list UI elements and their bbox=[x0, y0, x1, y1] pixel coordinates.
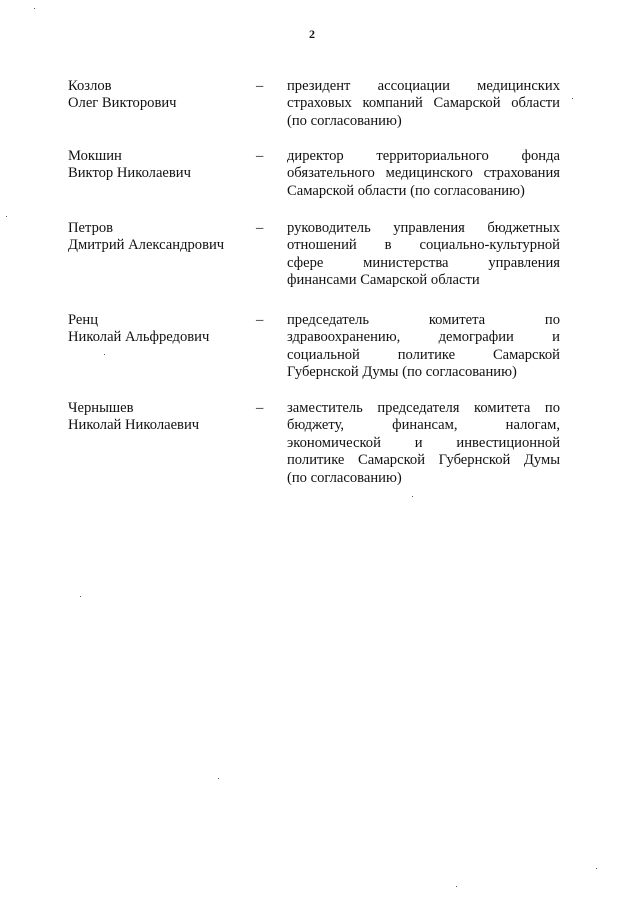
role-line: обязательного медицинского страхования bbox=[287, 165, 560, 182]
scan-speck bbox=[456, 886, 457, 887]
role-line: здравоохранению, демографии и bbox=[287, 329, 560, 346]
member-role bbox=[287, 220, 560, 290]
member-name bbox=[68, 78, 248, 113]
role-line: финансами Самарской области bbox=[287, 272, 480, 289]
page-number: 2 bbox=[309, 27, 315, 41]
member-role bbox=[287, 78, 560, 130]
role-line: заместитель председателя комитета по bbox=[287, 400, 560, 416]
member-given-names: Виктор Николаевич bbox=[68, 165, 191, 182]
member-role bbox=[287, 312, 560, 382]
role-line: Самарской области (по согласованию) bbox=[287, 182, 525, 199]
dash-separator: – bbox=[256, 312, 264, 328]
role-line: бюджету, финансам, налогам, bbox=[287, 417, 560, 434]
role-line: политике Самарской Губернской Думы bbox=[287, 452, 560, 469]
dash-separator: – bbox=[256, 148, 264, 164]
member-surname: Чернышев bbox=[68, 400, 134, 416]
role-line: социальной политике Самарской bbox=[287, 346, 560, 363]
scan-speck bbox=[80, 596, 81, 597]
scan-speck bbox=[572, 98, 573, 99]
role-line: Губернской Думы (по согласованию) bbox=[287, 364, 517, 381]
member-given-names: Николай Николаевич bbox=[68, 417, 200, 434]
member-surname: Петров bbox=[68, 220, 114, 236]
member-surname: Козлов bbox=[68, 78, 112, 94]
dash-separator: – bbox=[256, 78, 264, 94]
member-given-names: Олег Викторович bbox=[68, 95, 177, 112]
role-line: отношений в социально-культурной bbox=[287, 237, 560, 254]
role-line: председатель комитета по bbox=[287, 312, 560, 328]
scan-speck bbox=[104, 354, 105, 355]
member-role bbox=[287, 148, 560, 200]
member-name bbox=[68, 148, 248, 183]
role-line: директор территориального фонда bbox=[287, 148, 560, 164]
member-given-names: Николай Альфредович bbox=[68, 329, 210, 346]
scan-speck bbox=[412, 496, 413, 497]
member-role bbox=[287, 400, 560, 487]
role-line: (по согласованию) bbox=[287, 469, 402, 486]
role-line: руководитель управления бюджетных bbox=[287, 220, 560, 236]
member-name bbox=[68, 220, 248, 255]
dash-separator: – bbox=[256, 220, 264, 236]
role-line: (по согласованию) bbox=[287, 112, 402, 129]
dash-separator: – bbox=[256, 400, 264, 416]
member-surname: Мокшин bbox=[68, 148, 122, 164]
scan-speck bbox=[6, 216, 7, 217]
role-line: президент ассоциации медицинских bbox=[287, 78, 560, 94]
scan-speck bbox=[34, 8, 35, 9]
scan-speck bbox=[218, 778, 219, 779]
member-name bbox=[68, 400, 248, 435]
member-name bbox=[68, 312, 248, 347]
member-given-names: Дмитрий Александрович bbox=[68, 237, 225, 254]
scan-speck bbox=[596, 868, 597, 869]
member-surname: Ренц bbox=[68, 312, 99, 328]
role-line: экономической и инвестиционной bbox=[287, 434, 560, 451]
role-line: сфере министерства управления bbox=[287, 254, 560, 271]
role-line: страховых компаний Самарской области bbox=[287, 95, 560, 112]
